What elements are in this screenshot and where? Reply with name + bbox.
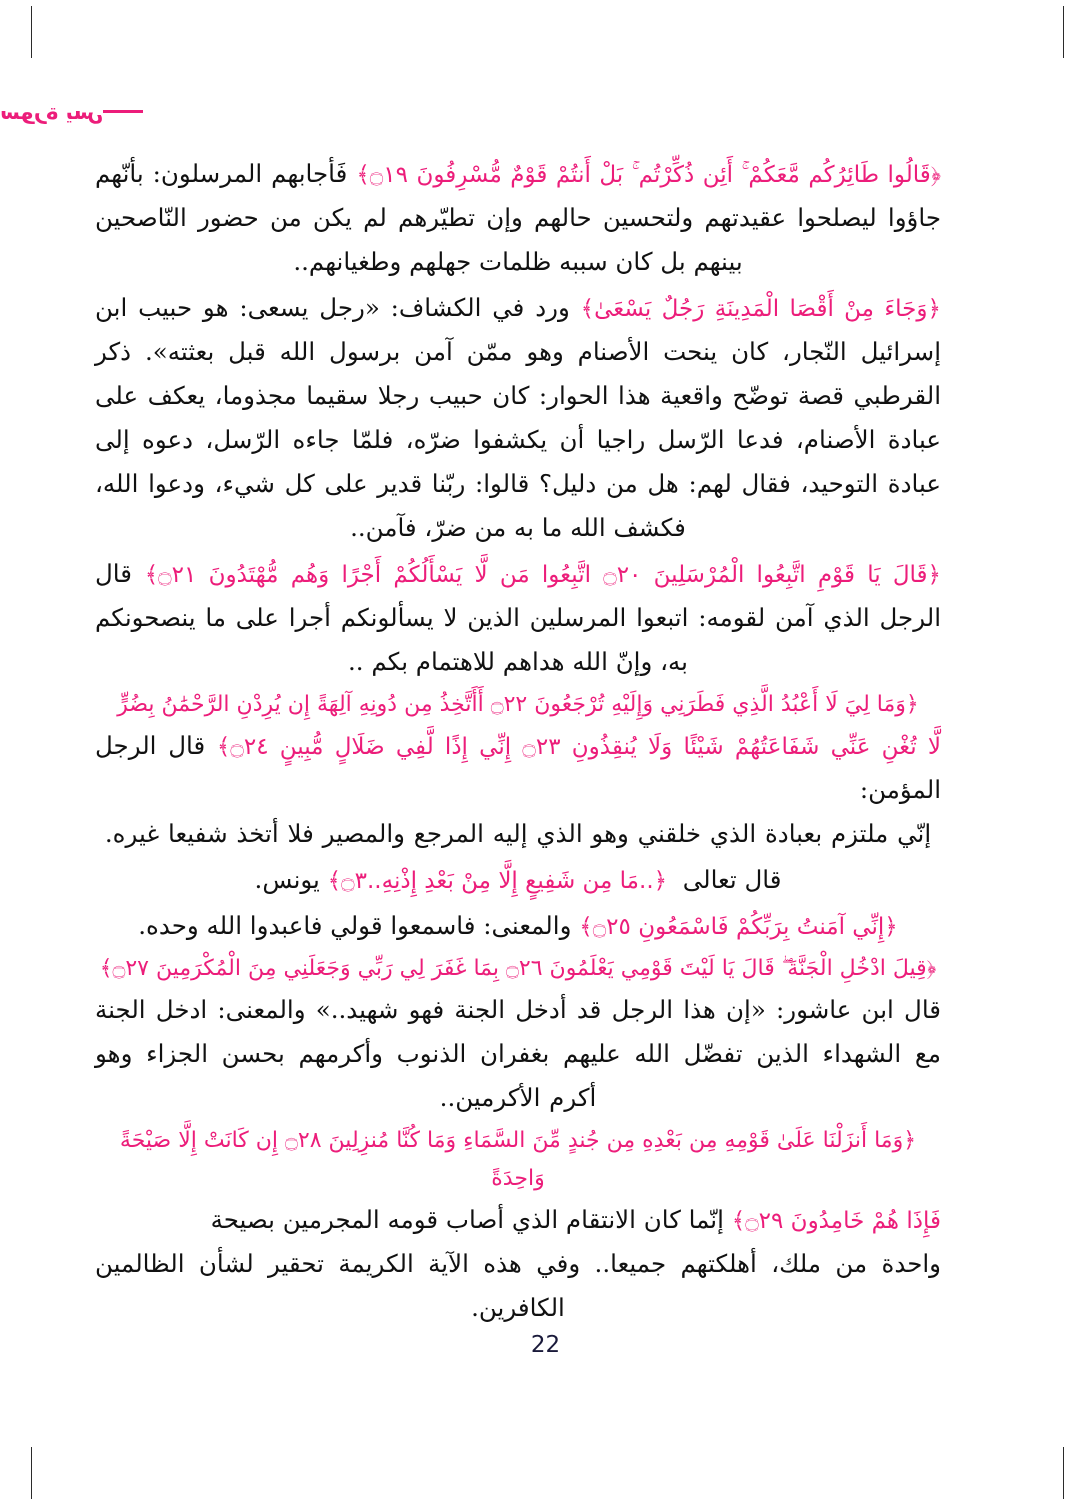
- quran-verse-20-21: ﴿قَالَ يَا قَوْمِ اتَّبِعُوا الْمُرْسَلِينَ ۝٢٠ اتَّبِعُوا مَن لَّا يَسْأَلُكُمْ أَجْرًا وَهُم مُّهْتَدُونَ ۝٢١﴾: [144, 562, 942, 588]
- paragraph-3: [95, 552, 941, 684]
- text-block-1: [95, 152, 941, 284]
- page-number: 22: [530, 1332, 561, 1358]
- paragraph-1-body: بأنّهم جاؤوا ليصلحوا عقيدتهم ولتحسين حالهم وإن تطيّرهم لم يكن من حضور النّاصحين بينهم بل كان سببه ظلمات جهلهم وطغيانهم..: [95, 159, 941, 276]
- text-block-8: [95, 1122, 941, 1330]
- paragraph-5-prefix: قال تعالى: [682, 865, 782, 894]
- quran-verse-20-intro: ﴿وَجَاءَ مِنْ أَقْصَا الْمَدِينَةِ رَجُلٌ يَسْعَىٰ﴾: [580, 296, 941, 322]
- quran-verse-22-23-line-1: ﴿وَمَا لِيَ لَا أَعْبُدُ الَّذِي فَطَرَنِي وَإِلَيْهِ تُرْجَعُونَ ۝٢٢ أَأَتَّخِذُ مِن دُونِهِ آلِهَةً إِن يُرِدْنِ الرَّحْمَٰنُ بِضُرٍّ: [117, 692, 919, 717]
- quran-verse-19: ﴿قَالُوا طَائِرُكُم مَّعَكُمْ ۚ أَئِن ذُكِّرْتُم ۚ بَلْ أَنتُمْ قَوْمٌ مُّسْرِفُونَ ۝١٩﴾: [356, 162, 941, 188]
- paragraph-4-head: قال الرجل المؤمن:: [95, 731, 941, 804]
- paragraph-3-head: قال: [95, 559, 132, 588]
- paragraph-1: [95, 152, 941, 284]
- paragraph-1-head: فَأجابهم المرسلون:: [152, 159, 348, 188]
- quran-verse-23-24-line-2: لَّا تُغْنِ عَنِّي شَفَاعَتُهُمْ شَيْئًا وَلَا يُنقِذُونِ ۝٢٣ إِنِّي إِذًا لَّفِي ضَلَالٍ مُّبِينٍ ۝٢٤﴾: [216, 734, 941, 760]
- paragraph-5: [95, 858, 941, 902]
- crop-mark-bottom-left: [31, 1447, 32, 1499]
- paragraph-6-suffix: والمعنى: فاسمعوا قولي فاعبدوا الله وحده.: [138, 911, 572, 940]
- quran-verse-25: ﴿إِنِّي آمَنتُ بِرَبِّكُمْ فَاسْمَعُونِ ۝٢٥﴾: [579, 914, 898, 940]
- quran-verse-yunus-3: ﴿..مَا مِن شَفِيعٍ إِلَّا مِنْ بَعْدِ إِذْنِهِ..۝٣﴾: [327, 868, 668, 894]
- paragraph-2: [95, 286, 941, 550]
- text-block-5: [95, 858, 941, 902]
- running-head-surah-title: سورة يس: [0, 100, 104, 124]
- quran-verse-28-line-1: ﴿وَمَا أَنزَلْنَا عَلَىٰ قَوْمِهِ مِن بَعْدِهِ مِن جُندٍ مِّنَ السَّمَاءِ وَمَا كُنَّا مُنزِلِينَ ۝٢٨ إِن كَانَتْ إِلَّا صَيْحَةً وَاحِدَةً: [119, 1128, 917, 1191]
- paragraph-2-head: ورد في الكشاف: «رجل يسعى: هو حبيب: [138, 293, 570, 322]
- running-head-rule: [103, 110, 143, 113]
- text-block-7: [95, 950, 941, 1120]
- paragraph-6: [95, 904, 941, 948]
- paragraph-3-body: الرجل الذي آمن لقومه: اتبعوا المرسلين الذين لا يسألونكم أجرا على ما ينصحونكم به، وإنّ الله هداهم للاهتمام بكم ..: [95, 603, 941, 676]
- body-text-column: [95, 152, 941, 1332]
- paragraph-8: [95, 1198, 941, 1242]
- paragraph-4-body: إنّي ملتزم بعبادة الذي خلقني وهو الذي إليه المرجع والمصير فلا أتخذ شفيعا غيره.: [104, 819, 932, 848]
- paragraph-5-suffix: يونس.: [254, 865, 320, 894]
- text-block-4: [95, 686, 941, 856]
- text-block-3: [95, 552, 941, 684]
- crop-mark-top-right: [1063, 6, 1064, 58]
- paragraph-7-body: قال ابن عاشور: «إن هذا الرجل قد أدخل الجنة فهو شهيد..» والمعنى: ادخل الجنة مع الشهداء الذين تفضّل الله عليهم بغفران الذنوب وأكرمهم بحسن الجزاء وهو أكرم الأكرمين..: [95, 995, 941, 1112]
- paragraph-8-body: واحدة من ملك، أهلكتهم جميعا.. وفي هذه الآية الكريمة تحقير لشأن الظالمين الكافرين.: [95, 1249, 941, 1322]
- crop-mark-bottom-right: [1063, 1447, 1064, 1499]
- running-head: [0, 100, 996, 124]
- quran-verse-29-line-2: فَإِذَا هُمْ خَامِدُونَ ۝٢٩﴾: [731, 1208, 941, 1234]
- crop-mark-top-left: [31, 6, 32, 58]
- paragraph-4: [95, 724, 941, 812]
- quran-verse-26-27: ﴿قِيلَ ادْخُلِ الْجَنَّةَ ۖ قَالَ يَا لَيْتَ قَوْمِي يَعْلَمُونَ ۝٢٦ بِمَا غَفَرَ لِي رَبِّي وَجَعَلَنِي مِنَ الْمُكْرَمِينَ ۝٢٧﴾: [99, 956, 937, 981]
- paragraph-8-head: إنّما كان الانتقام الذي أصاب قومه المجرمين بصيحة: [210, 1205, 724, 1234]
- text-block-2: [95, 286, 941, 550]
- text-block-6: [95, 904, 941, 948]
- paragraph-2-body: ابن إسرائيل النّجار، كان ينحت الأصنام وهو ممّن آمن برسول الله قبل بعثته». ذكر القرطبي قصة توضّح واقعية هذا الحوار: كان حبيب رجلا سقيما مجذوما، يعكف على عبادة الأصنام، فدعا الرّسل راجيا أن يكشفوا ضرّه، فلمّا جاءه الرّسل، دعوه إلى عبادة التوحيد، فقال لهم: هل من دليل؟ قالوا: ربّنا قدير على كل شيء، ودعوا الله، فكشف الله ما به من ضرّ، فآمن..: [95, 293, 941, 542]
